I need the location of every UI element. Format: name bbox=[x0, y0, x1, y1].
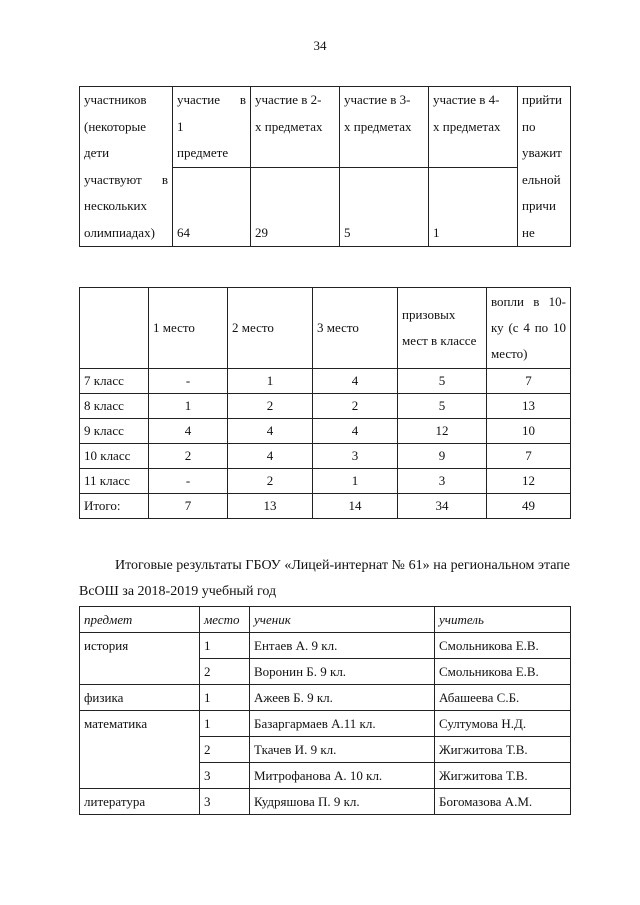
table-row bbox=[80, 685, 571, 711]
participation-col6: прийти по уважит ельной причи не bbox=[518, 87, 571, 247]
results-subject bbox=[80, 737, 200, 763]
places-row-label: 10 класс bbox=[80, 444, 149, 469]
places-header-cell: призовых мест в классе bbox=[398, 288, 487, 369]
places-cell: 2 bbox=[149, 444, 228, 469]
places-cell: 12 bbox=[398, 419, 487, 444]
places-cell: 10 bbox=[487, 419, 571, 444]
results-student: Ентаев А. 9 кл. bbox=[250, 633, 435, 659]
places-cell: 2 bbox=[313, 394, 398, 419]
places-row bbox=[80, 444, 571, 469]
places-table bbox=[79, 287, 571, 519]
results-teacher: Богомазова А.М. bbox=[435, 789, 571, 815]
results-subject: математика bbox=[80, 711, 200, 737]
results-place: 1 bbox=[200, 633, 250, 659]
results-teacher: Султумова Н.Д. bbox=[435, 711, 571, 737]
results-student: Кудряшова П. 9 кл. bbox=[250, 789, 435, 815]
places-cell: 12 bbox=[487, 469, 571, 494]
results-place: 1 bbox=[200, 685, 250, 711]
results-header-cell: место bbox=[200, 607, 250, 633]
places-cell: 1 bbox=[228, 369, 313, 394]
results-student: Воронин Б. 9 кл. bbox=[250, 659, 435, 685]
places-header-row bbox=[80, 288, 571, 369]
places-row-label: 9 класс bbox=[80, 419, 149, 444]
results-header-cell: учитель bbox=[435, 607, 571, 633]
table-row bbox=[80, 763, 571, 789]
places-cell: 9 bbox=[398, 444, 487, 469]
places-cell: 2 bbox=[228, 394, 313, 419]
places-cell: 5 bbox=[398, 394, 487, 419]
results-place: 2 bbox=[200, 737, 250, 763]
page-number: 34 bbox=[313, 38, 327, 53]
places-cell: 7 bbox=[149, 494, 228, 519]
table-row bbox=[80, 737, 571, 763]
results-header-row bbox=[80, 607, 571, 633]
participation-col4-header: участие в 3- х предметах bbox=[340, 87, 429, 168]
participation-col5-header: участие в 4- х предметах bbox=[429, 87, 518, 168]
places-row bbox=[80, 419, 571, 444]
places-cell: 1 bbox=[149, 394, 228, 419]
results-table bbox=[79, 606, 571, 815]
results-subject: история bbox=[80, 633, 200, 659]
participation-value: 29 bbox=[251, 168, 340, 247]
places-row-label: 11 класс bbox=[80, 469, 149, 494]
places-row-label: 8 класс bbox=[80, 394, 149, 419]
results-place: 3 bbox=[200, 789, 250, 815]
participation-col2-header: участие в 1 предмете bbox=[173, 87, 251, 168]
places-row bbox=[80, 394, 571, 419]
participation-table bbox=[79, 86, 571, 247]
places-cell: - bbox=[149, 469, 228, 494]
places-cell: 34 bbox=[398, 494, 487, 519]
participation-value: 5 bbox=[340, 168, 429, 247]
results-header-cell: ученик bbox=[250, 607, 435, 633]
results-teacher: Смольникова Е.В. bbox=[435, 659, 571, 685]
places-row bbox=[80, 494, 571, 519]
results-teacher: Абашеева С.Б. bbox=[435, 685, 571, 711]
places-cell: 1 bbox=[313, 469, 398, 494]
places-cell: 4 bbox=[228, 444, 313, 469]
places-cell: 4 bbox=[313, 369, 398, 394]
places-cell: 4 bbox=[313, 419, 398, 444]
results-heading: Итоговые результаты ГБОУ «Лицей-интернат № 61» на региональном этапе ВсОШ за 2018-2019 учебный год bbox=[79, 558, 570, 599]
table-row bbox=[80, 711, 571, 737]
places-header-cell: 3 место bbox=[313, 288, 398, 369]
results-student: Базаргармаев А.11 кл. bbox=[250, 711, 435, 737]
results-student: Ажеев Б. 9 кл. bbox=[250, 685, 435, 711]
places-cell: 3 bbox=[398, 469, 487, 494]
results-subject: физика bbox=[80, 685, 200, 711]
places-header-cell: вопли в 10-ку (с 4 по 10 место) bbox=[487, 288, 571, 369]
results-student: Митрофанова А. 10 кл. bbox=[250, 763, 435, 789]
table-row bbox=[80, 633, 571, 659]
table-row bbox=[80, 789, 571, 815]
results-subject bbox=[80, 763, 200, 789]
results-subject: литература bbox=[80, 789, 200, 815]
places-cell: 2 bbox=[228, 469, 313, 494]
participation-value: 1 bbox=[429, 168, 518, 247]
participation-col3-header: участие в 2- х предметах bbox=[251, 87, 340, 168]
places-cell: 13 bbox=[487, 394, 571, 419]
places-cell: 4 bbox=[149, 419, 228, 444]
places-cell: 7 bbox=[487, 369, 571, 394]
places-cell: 49 bbox=[487, 494, 571, 519]
results-subject bbox=[80, 659, 200, 685]
results-student: Ткачев И. 9 кл. bbox=[250, 737, 435, 763]
results-header-cell: предмет bbox=[80, 607, 200, 633]
places-row bbox=[80, 469, 571, 494]
places-cell: 14 bbox=[313, 494, 398, 519]
places-cell: - bbox=[149, 369, 228, 394]
places-header-cell bbox=[80, 288, 149, 369]
participation-value: 64 bbox=[173, 168, 251, 247]
places-row-label: 7 класс bbox=[80, 369, 149, 394]
participation-first-col: участников (некоторые дети участвуют в нескольких олимпиадах) bbox=[80, 87, 173, 247]
results-place: 3 bbox=[200, 763, 250, 789]
table-row bbox=[80, 659, 571, 685]
results-teacher: Жигжитова Т.В. bbox=[435, 737, 571, 763]
places-header-cell: 2 место bbox=[228, 288, 313, 369]
places-cell: 3 bbox=[313, 444, 398, 469]
places-header-cell: 1 место bbox=[149, 288, 228, 369]
places-cell: 7 bbox=[487, 444, 571, 469]
results-place: 1 bbox=[200, 711, 250, 737]
places-cell: 5 bbox=[398, 369, 487, 394]
places-row-label: Итого: bbox=[80, 494, 149, 519]
results-place: 2 bbox=[200, 659, 250, 685]
results-teacher: Жигжитова Т.В. bbox=[435, 763, 571, 789]
results-teacher: Смольникова Е.В. bbox=[435, 633, 571, 659]
places-cell: 13 bbox=[228, 494, 313, 519]
places-cell: 4 bbox=[228, 419, 313, 444]
places-row bbox=[80, 369, 571, 394]
